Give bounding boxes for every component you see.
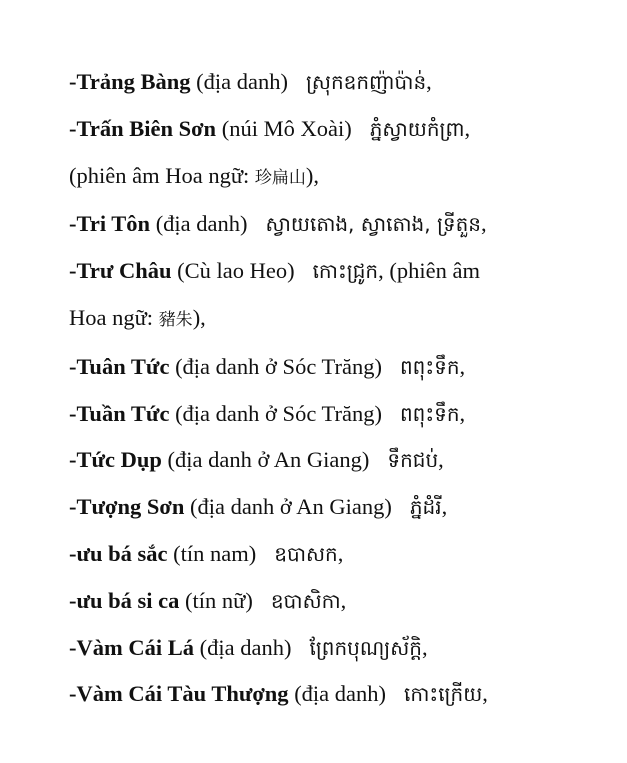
entry-khmer: ភ្នំស្វាយកំព្រា xyxy=(369,116,465,141)
entry-term: -Tuân Tức xyxy=(69,353,170,379)
entry-khmer: ពពុះទឹក xyxy=(399,354,460,379)
entry-tail: , xyxy=(441,494,448,520)
entry-tail: , xyxy=(464,115,471,141)
entry-khmer: ស្រុកឧកញ៉ាប៉ាន់ xyxy=(305,70,427,94)
glossary-entry xyxy=(69,391,589,438)
entry-khmer: ទឹកជប់ xyxy=(387,448,439,473)
entry-note: (địa danh) xyxy=(288,681,387,707)
entry-term: -Tức Dụp xyxy=(69,447,162,473)
entry-khmer: កោះក្រើយ xyxy=(404,682,483,707)
glossary-entry xyxy=(69,578,589,625)
entry-term: -Trư Châu xyxy=(69,258,172,284)
entry-note: (địa danh ở An Giang) xyxy=(184,494,392,520)
continuation-suffix: ), xyxy=(305,162,320,188)
entry-khmer: ឧបាសក xyxy=(274,541,338,566)
continuation-prefix: (phiên âm Hoa ngữ: xyxy=(69,162,255,188)
entry-note: (Cù lao Heo) xyxy=(171,258,295,284)
entry-term: -Trấn Biên Sơn xyxy=(69,115,217,141)
entry-khmer: ស្វាយតោង, ស្វាតោង, ទ្រីតួន xyxy=(265,212,481,237)
entry-term: -Vàm Cái Tàu Thượng xyxy=(69,681,289,707)
glossary-entry xyxy=(69,625,589,672)
glossary-entry xyxy=(69,201,589,248)
glossary-entry xyxy=(69,437,589,484)
glossary-entry xyxy=(69,531,589,578)
entry-tail: , xyxy=(482,681,488,707)
entry-term: -ưu bá si ca xyxy=(69,587,180,613)
entry-note: (tín nữ) xyxy=(179,587,253,613)
entry-tail: , xyxy=(340,587,347,613)
entry-note: (địa danh) xyxy=(190,69,288,94)
entry-note: (núi Mô Xoài) xyxy=(216,115,352,141)
entry-cjk: 珍扁山 xyxy=(254,167,306,188)
glossary-entry xyxy=(69,59,589,106)
entry-term: -Tuần Tức xyxy=(69,400,170,426)
entry-khmer: ពពុះទឹក xyxy=(399,401,460,426)
entry-khmer: ឧបាសិកា xyxy=(270,588,341,613)
glossary-list xyxy=(69,59,589,718)
entry-cjk: 豬朱 xyxy=(158,309,193,330)
entry-note: (địa danh ở Sóc Trăng) xyxy=(169,353,382,379)
entry-note: (địa danh ở Sóc Trăng) xyxy=(169,400,382,426)
glossary-entry xyxy=(69,106,589,153)
entry-note: (địa danh) xyxy=(150,211,248,237)
entry-term: -Tri Tôn xyxy=(69,211,151,237)
entry-tail: , xyxy=(337,540,344,566)
entry-khmer: ភ្នំដំរី xyxy=(409,495,442,520)
entry-tail: , xyxy=(459,400,466,426)
entry-tail: , xyxy=(438,447,444,473)
entry-tail: , xyxy=(421,634,428,660)
entry-term: -Trảng Bàng xyxy=(69,69,191,94)
entry-khmer: កោះជ្រូក xyxy=(312,259,379,284)
glossary-continuation xyxy=(69,153,589,202)
glossary-continuation xyxy=(69,295,589,344)
entry-khmer: ព្រែកបុណ្យស័ក្តិ xyxy=(309,635,422,660)
glossary-entry xyxy=(69,671,589,718)
glossary-entry xyxy=(69,248,589,295)
glossary-entry xyxy=(69,484,589,531)
entry-term: -Tượng Sơn xyxy=(69,494,185,520)
entry-term: -Vàm Cái Lá xyxy=(69,634,194,660)
glossary-entry xyxy=(69,344,589,391)
entry-note: (địa danh ở An Giang) xyxy=(161,447,370,473)
entry-tail: , xyxy=(481,211,487,237)
entry-note: (địa danh) xyxy=(194,634,292,660)
continuation-suffix: ), xyxy=(192,304,206,330)
entry-tail: , xyxy=(459,353,466,379)
entry-term: -ưu bá sắc xyxy=(69,540,168,566)
continuation-prefix: Hoa ngữ: xyxy=(69,304,159,330)
entry-tail: , xyxy=(426,69,432,94)
entry-tail: , (phiên âm xyxy=(378,258,480,284)
entry-note: (tín nam) xyxy=(167,540,257,566)
